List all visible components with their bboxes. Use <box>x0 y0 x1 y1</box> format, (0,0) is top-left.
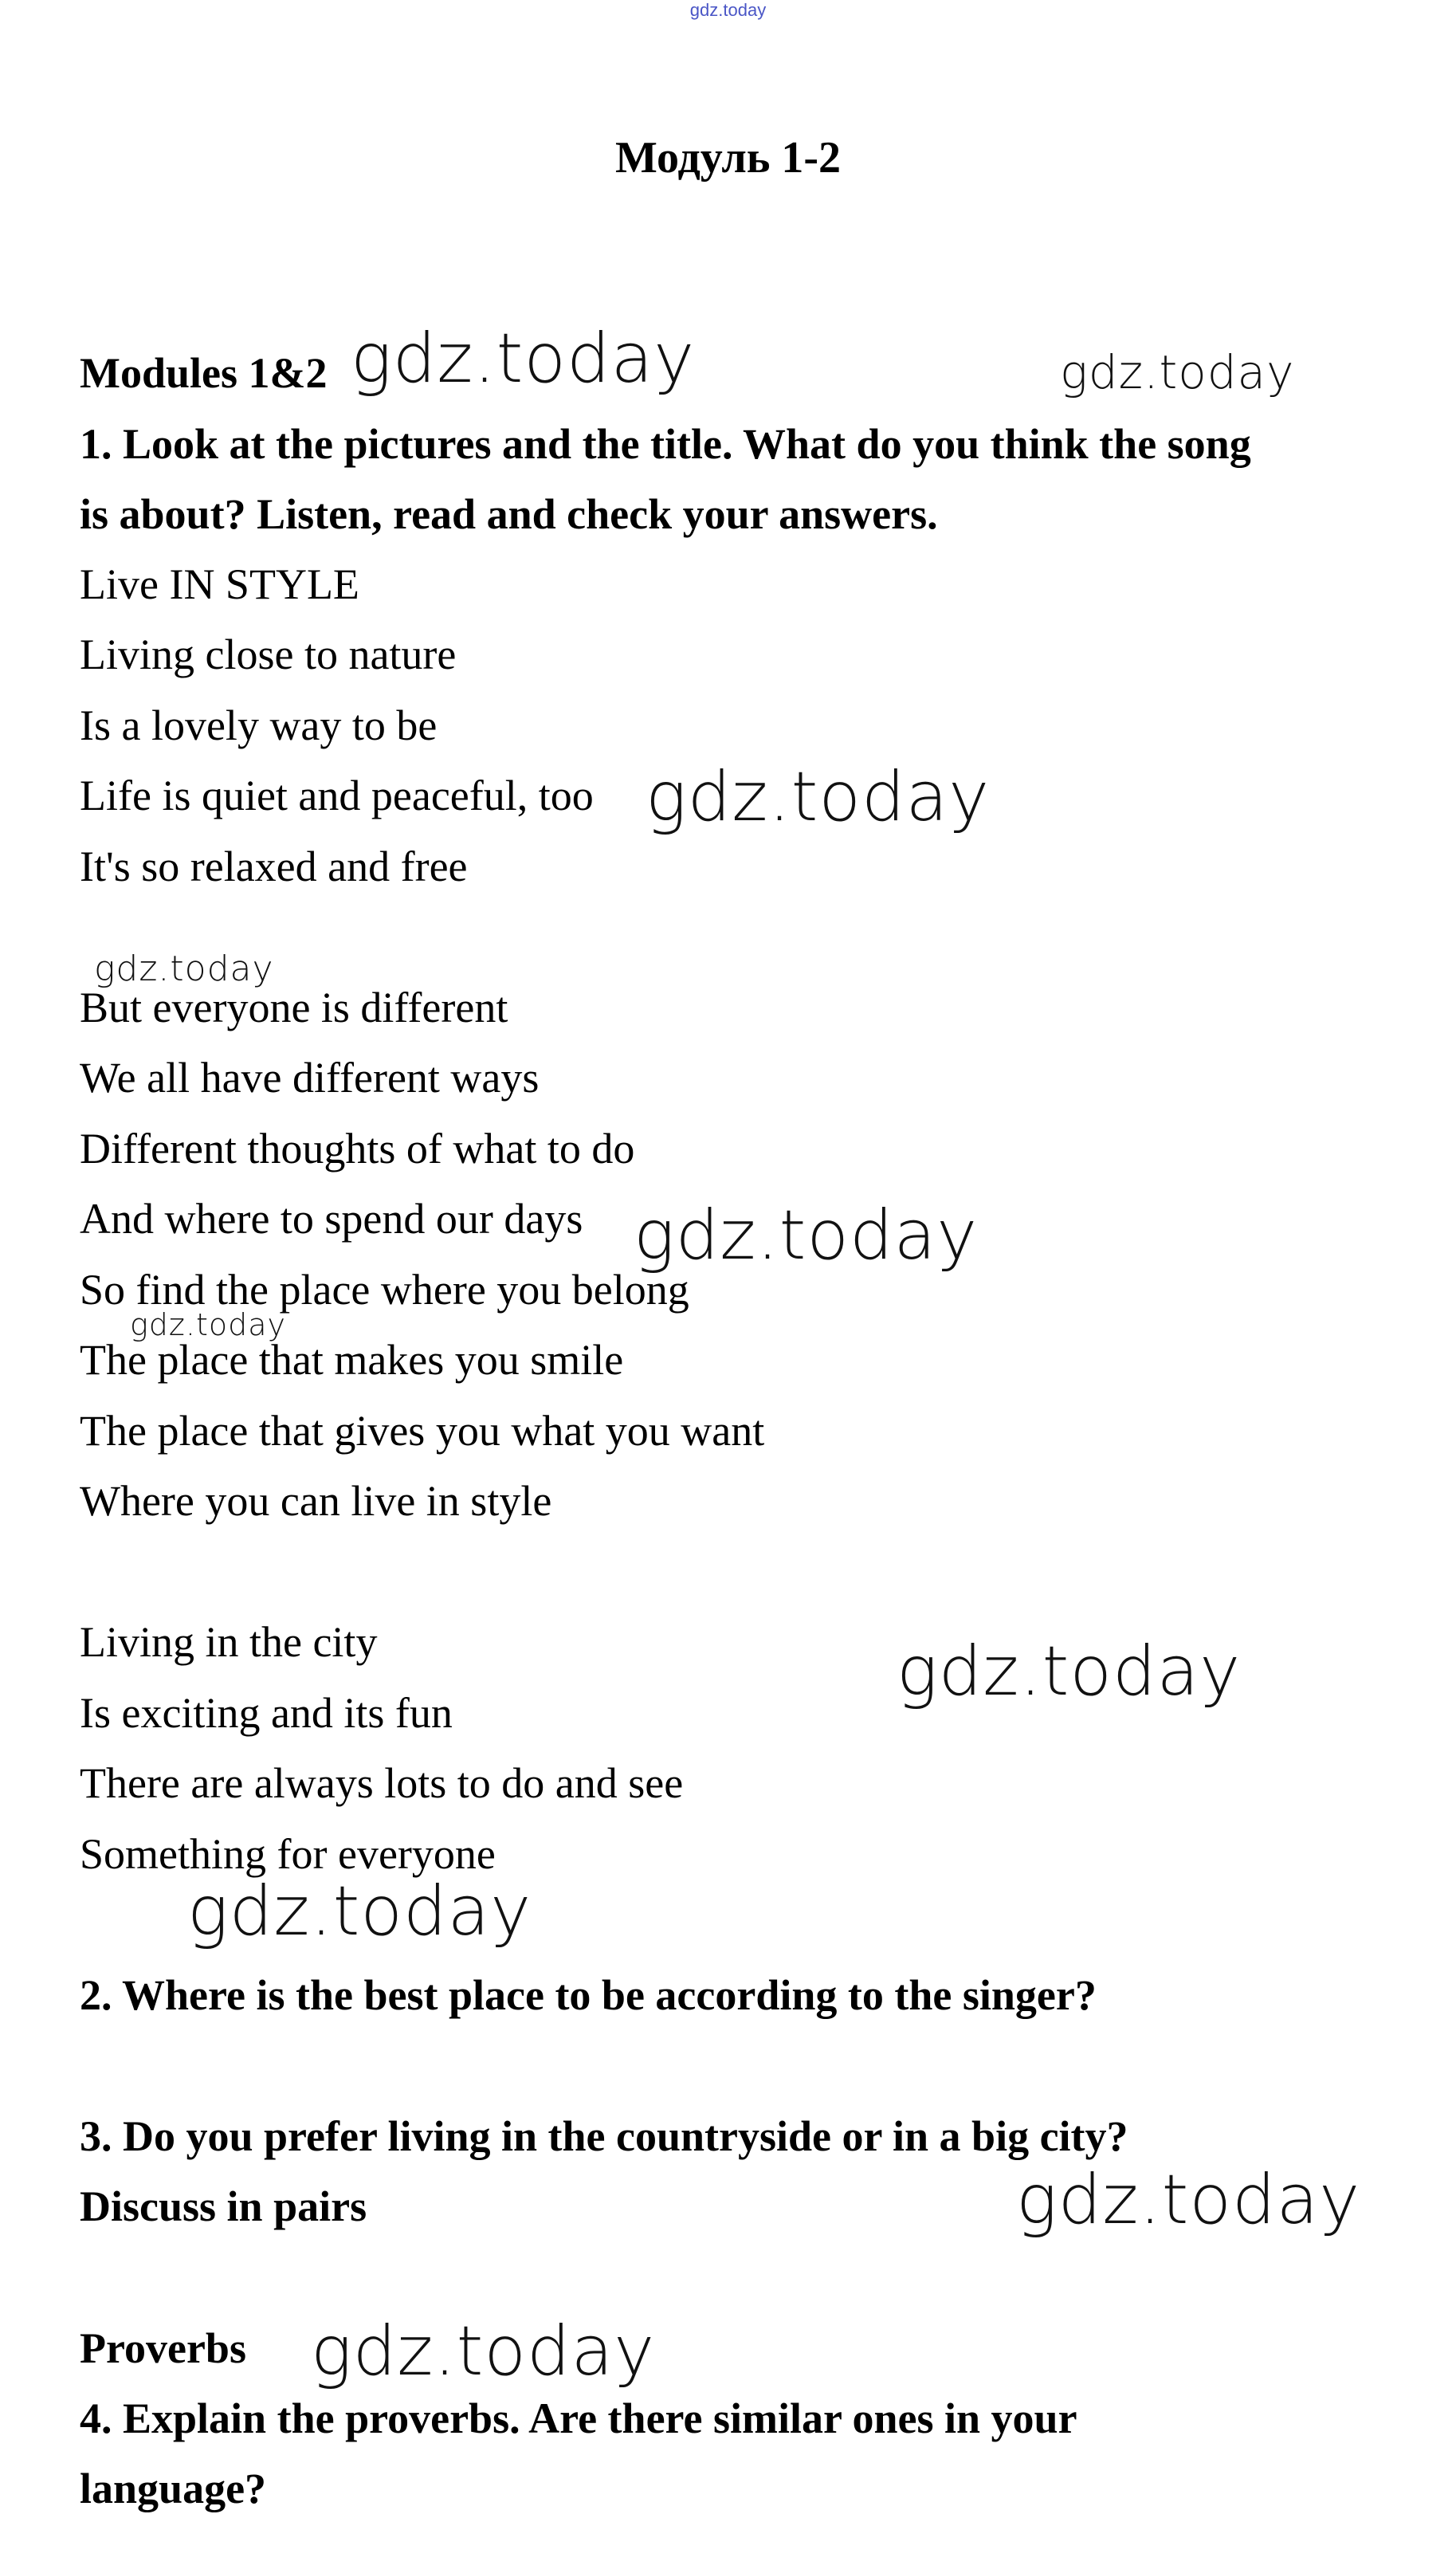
watermark: gdz.today <box>634 1196 979 1275</box>
task-3-line-1: 3. Do you prefer living in the countryside or in a big city? <box>80 2112 1128 2160</box>
song-line: Different thoughts of what to do <box>80 1125 635 1173</box>
song-line: Life is quiet and peaceful, too <box>80 772 594 819</box>
page-title: Модуль 1-2 <box>614 133 842 183</box>
song-line: There are always lots to do and see <box>80 1759 684 1807</box>
task-2: 2. Where is the best place to be according to the singer? <box>80 1971 1097 2019</box>
song-line: It's so relaxed and free <box>80 843 468 890</box>
task-4-line-1: 4. Explain the proverbs. Are there similar ones in your <box>80 2394 1077 2442</box>
task-1-line-1: 1. Look at the pictures and the title. What do you think the song <box>80 420 1251 468</box>
watermark: gdz.today <box>94 949 274 989</box>
song-line: Something for everyone <box>80 1830 496 1878</box>
task-1-line-2: is about? Listen, read and check your answers. <box>80 490 938 538</box>
watermark: gdz.today <box>351 319 696 399</box>
watermark: gdz.today <box>1060 345 1295 399</box>
song-line: Living in the city <box>80 1618 378 1666</box>
watermark: gdz.today <box>897 1632 1242 1711</box>
song-line: Is exciting and its fun <box>80 1689 453 1737</box>
proverbs-heading: Proverbs <box>80 2324 246 2372</box>
watermark: gdz.today <box>1016 2160 1361 2240</box>
song-line: But everyone is different <box>80 984 508 1031</box>
top-watermark: gdz.today <box>689 0 767 20</box>
song-line: The place that gives you what you want <box>80 1407 765 1455</box>
song-line: Is a lovely way to be <box>80 701 438 749</box>
watermark: gdz.today <box>646 757 991 837</box>
song-title: Live IN STYLE <box>80 560 359 608</box>
song-line: So find the place where you belong <box>80 1266 689 1314</box>
section-heading: Modules 1&2 <box>80 349 328 397</box>
song-line: Living close to nature <box>80 630 457 678</box>
watermark: gdz.today <box>311 2312 656 2391</box>
watermark: gdz.today <box>187 1872 532 1951</box>
song-line: And where to spend our days <box>80 1195 583 1243</box>
task-3-line-2: Discuss in pairs <box>80 2182 367 2230</box>
song-line: The place that makes you smile <box>80 1336 624 1384</box>
song-line: We all have different ways <box>80 1054 540 1102</box>
task-4-line-2: language? <box>80 2465 267 2512</box>
watermark: gdz.today <box>130 1307 286 1342</box>
song-line: Where you can live in style <box>80 1477 552 1525</box>
